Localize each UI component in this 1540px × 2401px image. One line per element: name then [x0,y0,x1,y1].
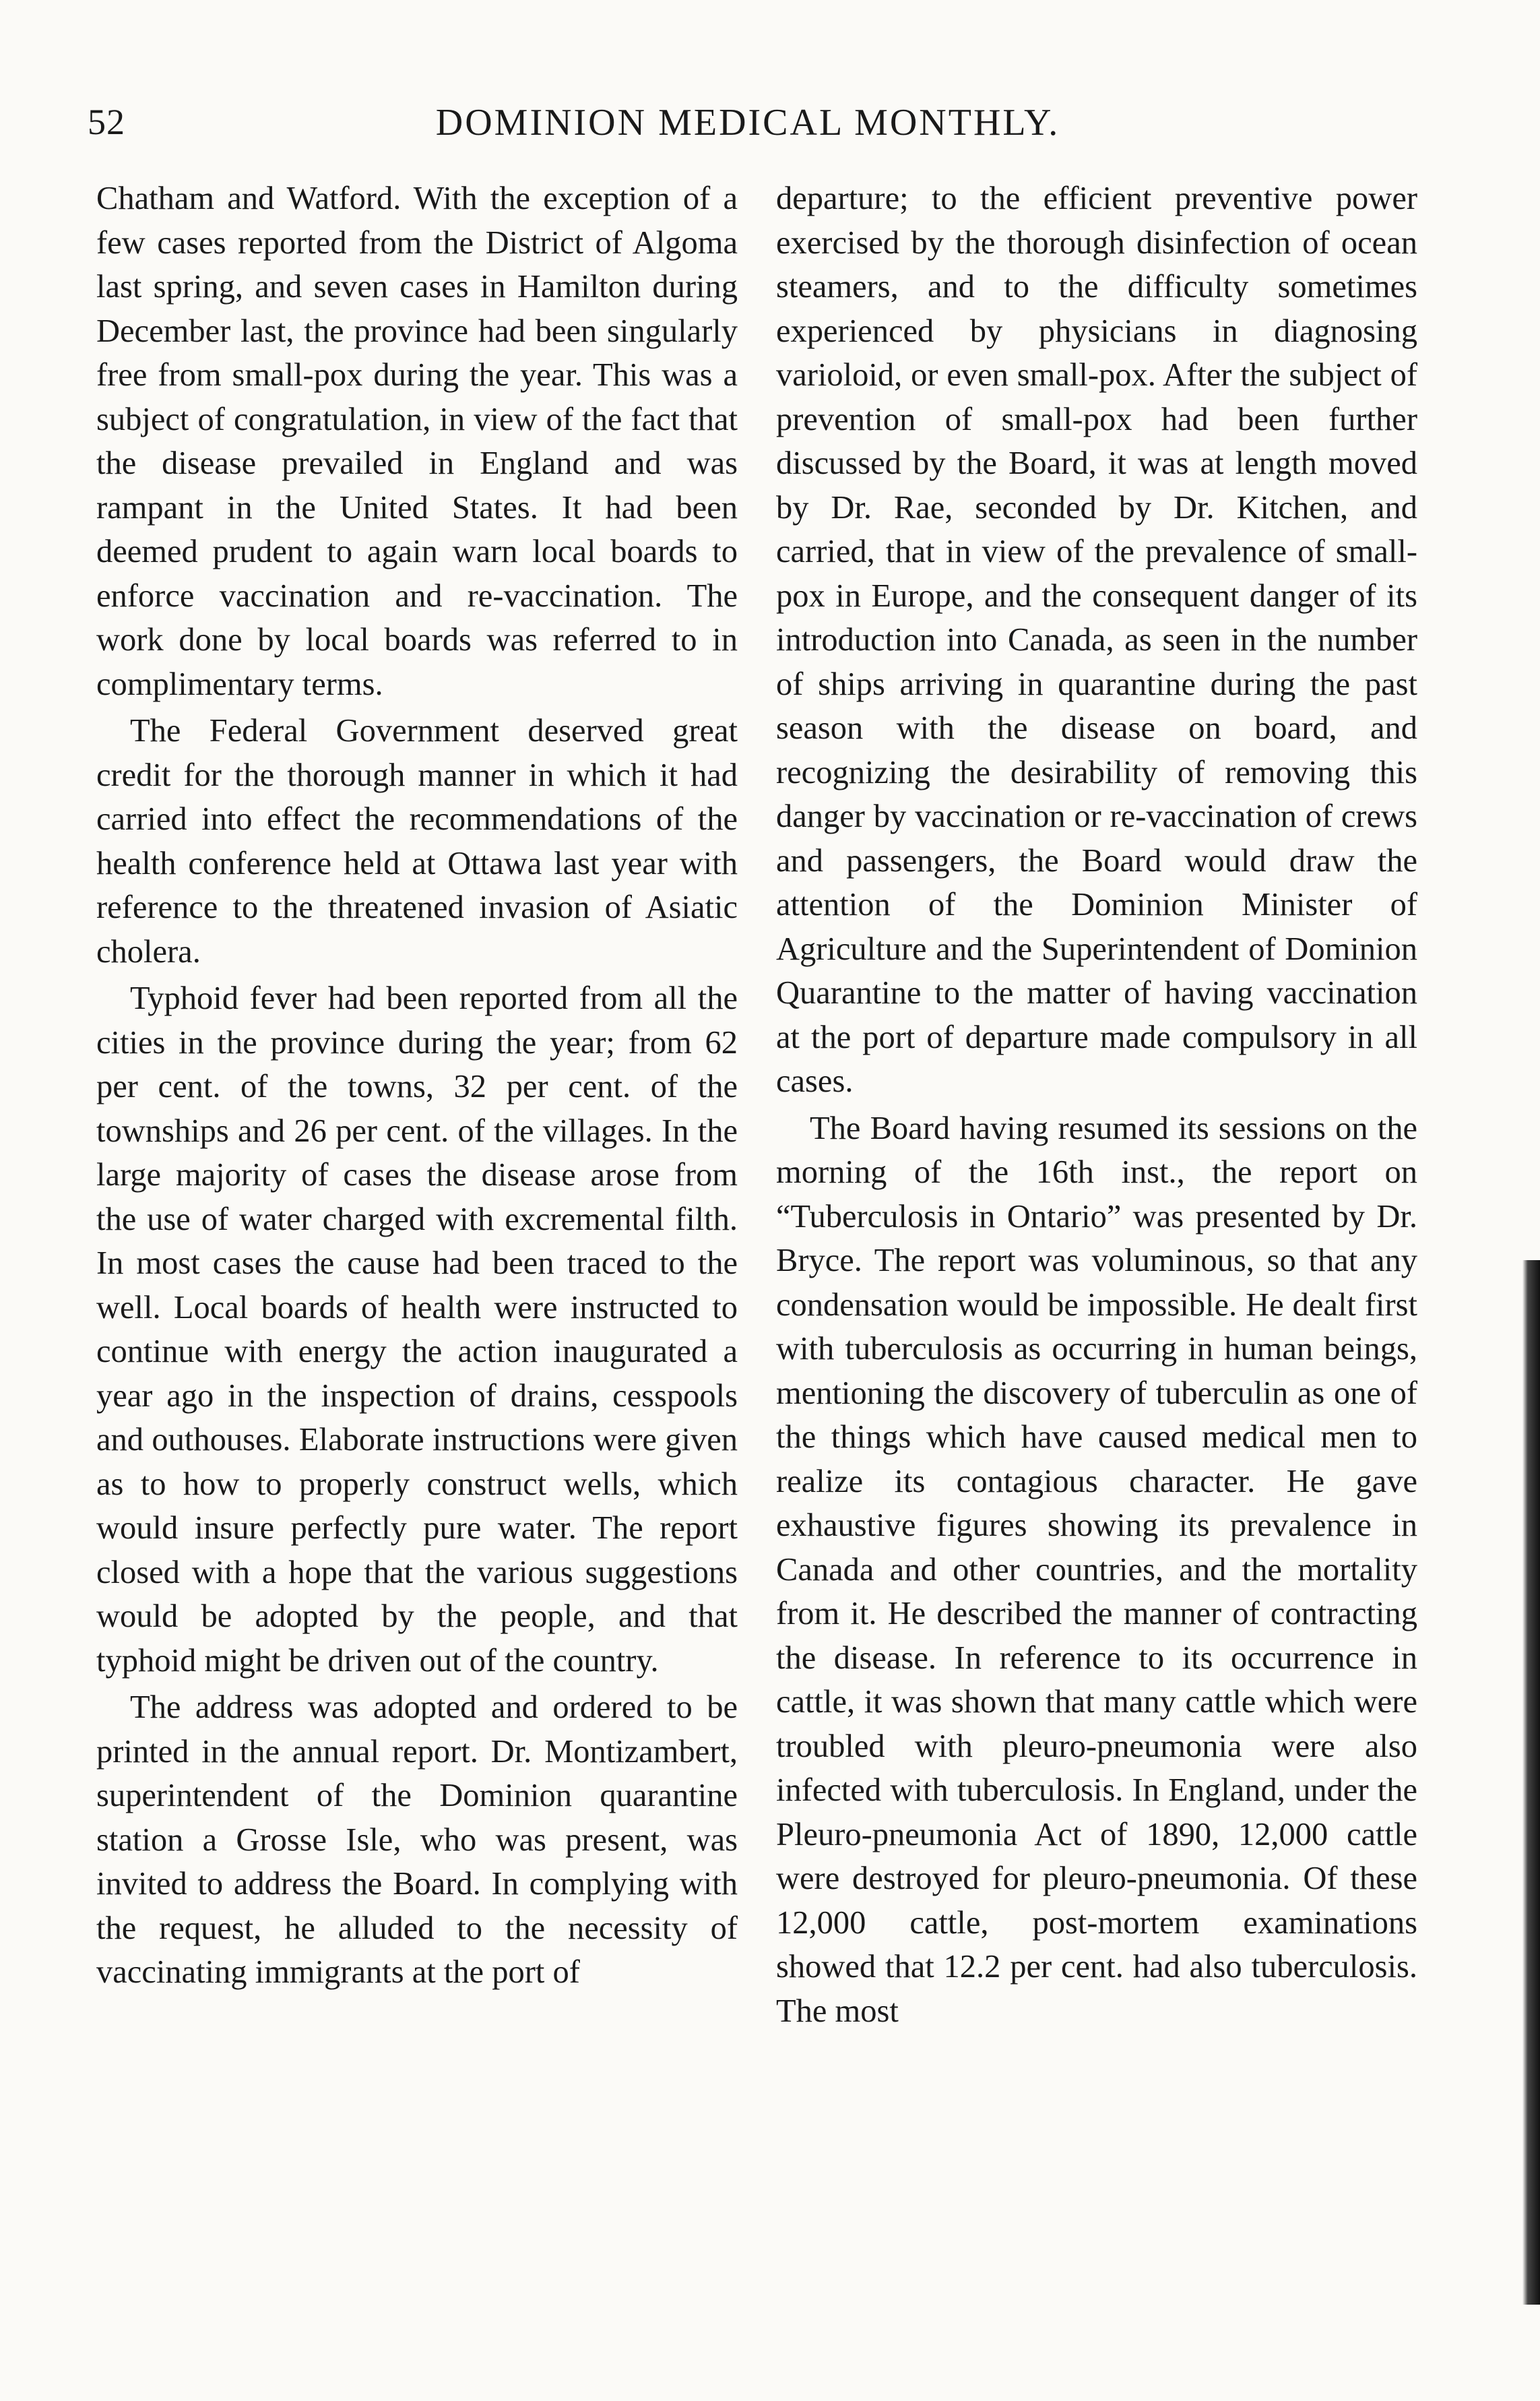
paragraph-typhoid: Typhoid fever had been reported from all the cities in the province during the year; from 62 per cent. of the towns, 32 per cent. of the townships and 26 per cent. of the villages. In the large majority of cases the disease arose from the use of water charged with excremental filth. In most cases the cause had been traced to the well. Local boards of health were instructed to continue with energy the action inaugurated a year ago in the inspection of drains, cesspools and outhouses. Elaborate instructions were given as to how to properly construct wells, which would insure perfectly pure water. The report closed with a hope that the various suggestions would be adopted by the people, and that typhoid might be driven out of the country. [96,980,738,1679]
paragraph-quarantine-motion: departure; to the efficient preventive power exercised by the thorough disinfection of ocean steamers, and to the difficulty sometimes experienced by physicians in diagnosing varioloid, or even small-pox. After the subject of prevention of small-pox had been further discussed by the Board, it was at length moved by Dr. Rae, seconded by Dr. Kitchen, and carried, that in view of the prevalence of small-pox in Europe, and the consequent danger of its introduction into Canada, as seen in the number of ships arriving in quarantine during the past season with the disease on board, and recognizing the desirability of removing this danger by vaccination or re-vaccination of crews and passengers, the Board would draw the attention of the Dominion Minister of Agriculture and the Superintendent of Dominion Quarantine to the matter of having vaccination at the port of departure made compulsory in all cases. [776,181,1417,1099]
page-binding-edge [1522,1260,1540,2305]
paragraph-address-adopted: The address was adopted and ordered to be printed in the annual report. Dr. Montizambert, superintendent of the Dominion quarantine station a Grosse Isle, who was present, was invited to address the Board. In complying with the request, he alluded to the necessity of vaccinating immigrants at the port of [96,1689,738,1990]
paragraph-tuberculosis-report: The Board having resumed its sessions on the morning of the 16th inst., the report on “Tuberculosis in Ontario” was presented by Dr. Bryce. The report was voluminous, so that any condensation would be impossible. He dealt first with tuberculosis as occurring in human beings, mentioning the discovery of tuberculin as one of the things which have caused medical men to realize its contagious character. He gave exhaustive figures showing its prevalence in Canada and other countries, and the mortality from it. He described the manner of contracting the disease. In reference to its occurrence in cattle, it was shown that many cattle which were troubled with pleuro-pneumonia were also infected with tuberculosis. In England, under the Pleuro-pneumonia Act of 1890, 12,000 cattle were destroyed for pleuro-pneumonia. Of these 12,000 cattle, post-mortem examinations showed that 12.2 per cent. had also tuberculosis. The most [776,1110,1417,2029]
running-title: DOMINION MEDICAL MONTHLY. [435,102,1060,144]
page-number: 52 [88,102,125,142]
paragraph-federal-government: The Federal Government deserved great credit for the thorough manner in which it had carried into effect the recommendations of the health conference held at Ottawa last year with reference to the threatened invasion of Asiatic cholera. [96,713,738,970]
paragraph-smallpox: Chatham and Watford. With the exception of a few cases reported from the District of Algoma last spring, and seven cases in Hamilton during December last, the province had been singularly free from small-pox during the year. This was a subject of congratulation, in view of the fact that the disease prevailed in England and was rampant in the United States. It had been deemed prudent to again warn local boards to enforce vaccination and re-vaccination. The work done by local boards was referred to in complimentary terms. [96,181,738,702]
right-column [776,177,1417,2033]
page-header [88,101,1408,162]
left-column [96,177,738,1995]
